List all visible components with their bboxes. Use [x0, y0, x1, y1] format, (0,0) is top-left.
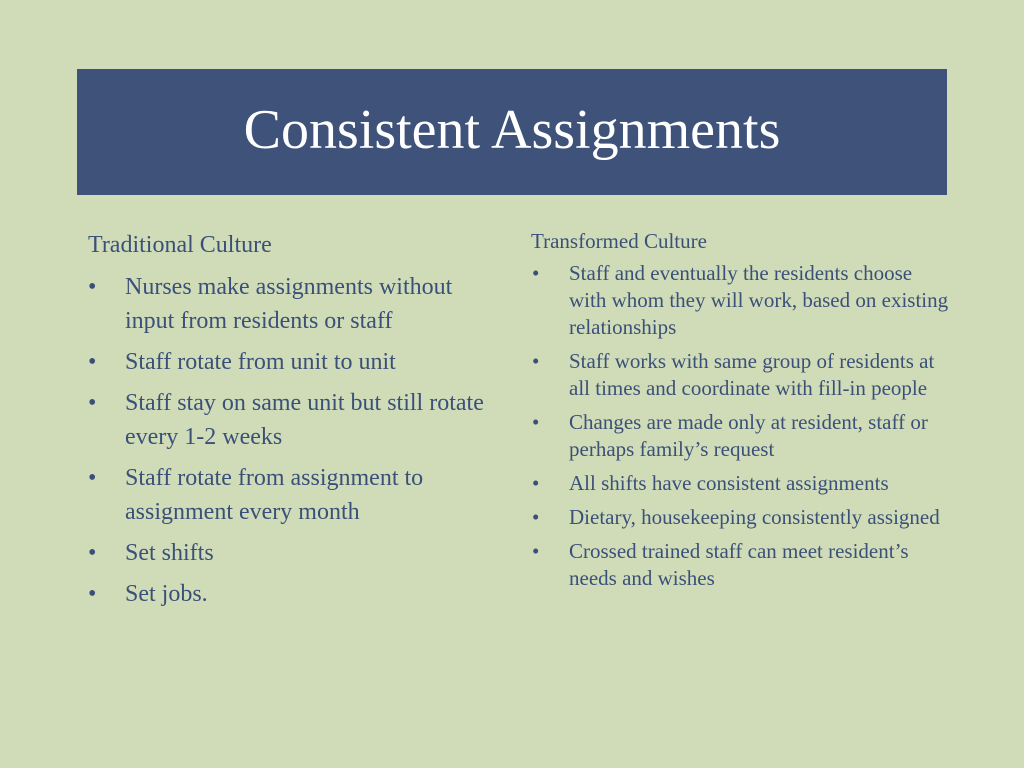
bullet-icon: • [532, 471, 540, 495]
bullet-icon: • [532, 410, 540, 434]
list-item [531, 348, 951, 402]
list-item [88, 270, 488, 338]
list-item [88, 577, 488, 611]
list-item-text: Set shifts [125, 540, 214, 566]
traditional-culture-column [88, 229, 488, 618]
bullet-icon: • [88, 581, 97, 607]
bullet-icon: • [532, 261, 540, 285]
bullet-icon: • [88, 349, 97, 375]
bullet-icon: • [88, 390, 97, 416]
list-item [531, 470, 951, 497]
bullet-icon: • [532, 349, 540, 373]
bullet-icon: • [532, 539, 540, 563]
list-item-text: Staff and eventually the residents choose with whom they will work, based on existing relationships [569, 261, 949, 339]
bullet-icon: • [88, 274, 97, 300]
list-item-text: All shifts have consistent assignments [569, 471, 889, 495]
bullet-icon: • [88, 465, 97, 491]
list-item-text: Staff stay on same unit but still rotate every 1-2 weeks [125, 390, 484, 450]
list-item-text: Dietary, housekeeping consistently assigned [569, 505, 940, 529]
list-item [88, 536, 488, 570]
list-item-text: Staff works with same group of residents at all times and coordinate with fill-in people [569, 349, 935, 400]
list-item [531, 260, 951, 341]
list-item-text: Changes are made only at resident, staff or perhaps family’s request [569, 410, 928, 461]
transformed-culture-list [531, 260, 951, 592]
list-item [88, 386, 488, 454]
list-item [531, 409, 951, 463]
bullet-icon: • [532, 505, 540, 529]
transformed-culture-column [531, 228, 951, 599]
bullet-icon: • [88, 540, 97, 566]
list-item [88, 345, 488, 379]
traditional-culture-heading: Traditional Culture [88, 232, 272, 258]
traditional-culture-list [88, 270, 488, 611]
list-item-text: Set jobs. [125, 581, 208, 607]
list-item [531, 504, 951, 531]
list-item-text: Nurses make assignments without input from residents or staff [125, 274, 453, 334]
title-bar [77, 69, 947, 195]
list-item-text: Staff rotate from assignment to assignment every month [125, 465, 424, 525]
list-item [88, 461, 488, 529]
list-item-text: Crossed trained staff can meet resident’s needs and wishes [569, 539, 909, 590]
list-item [531, 538, 951, 592]
slide-title: Consistent Assignments [243, 99, 781, 161]
transformed-culture-heading: Transformed Culture [531, 229, 707, 253]
list-item-text: Staff rotate from unit to unit [125, 349, 396, 375]
